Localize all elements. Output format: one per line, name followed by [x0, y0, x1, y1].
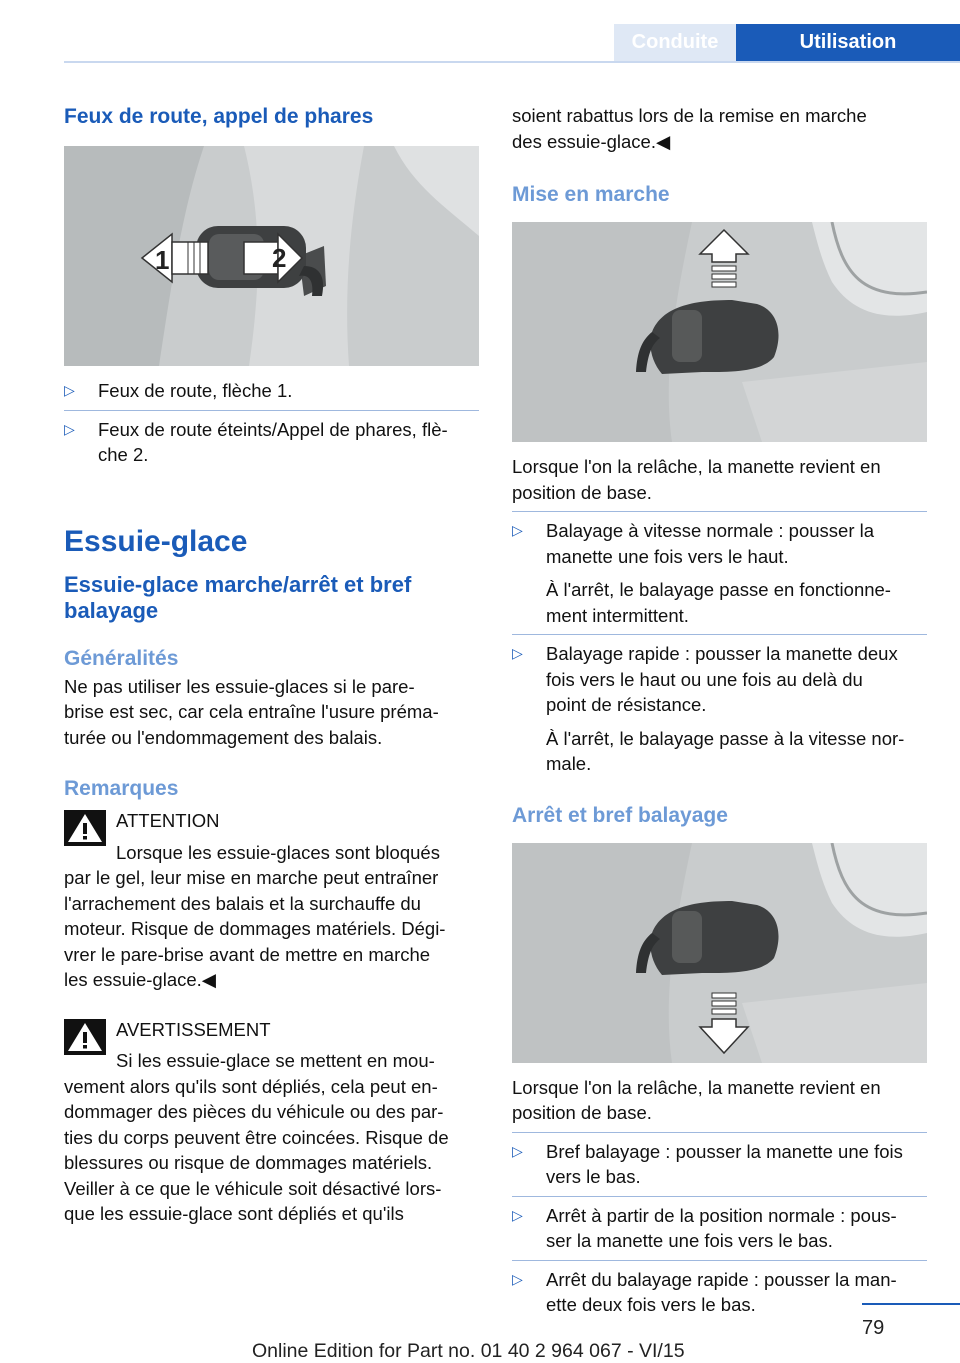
page-number: 79: [862, 1317, 885, 1339]
figure-label-2: 2: [272, 243, 287, 273]
mise-list: [512, 511, 927, 777]
figure-wiper-down: [512, 843, 927, 1063]
list-item: ▷ Arrêt du balayage rapide : pousser la man- ette deux fois vers le bas.: [512, 1260, 927, 1318]
list-item: ▷ Balayage à vitesse normale : pousser la manette une fois vers le haut. À l'arrêt, le balayage passe en fonctionne- ment intermittent.: [512, 511, 927, 628]
bullet-triangle-icon: ▷: [512, 522, 523, 538]
list-item: ▷ Bref balayage : pousser la manette une fois vers le bas.: [512, 1132, 927, 1190]
warning-avertissement: AVERTISSEMENT Si les essuie-glace se mettent en mou- vement alors qu'ils sont dépliés, cela peut en- dommager des pièces du véhicule ou des par- ties du corps peuvent être coincées. Risque de blessures ou risque de dommages matériels. Veiller à ce que le véhicule soit désactivé lors- que les essuie-glace sont dépliés et qu'ils: [64, 1017, 479, 1227]
generalites-title: Généralités: [64, 646, 179, 670]
bullet-triangle-icon: ▷: [512, 645, 523, 661]
warning-attention: ATTENTION Lorsque les essuie-glaces sont bloqués par le gel, leur mise en marche peut entraîner l'arrachement des balais et la surchauffe du moteur. Risque de dommages matériels. Dégi- vrer le pare-brise avant de mettre en marche les essuie-glace.◀: [64, 808, 479, 993]
arret-title: Arrêt et bref balayage: [512, 803, 728, 827]
bullet-triangle-icon: ▷: [512, 1206, 523, 1223]
list-item: ▷ Feux de route, flèche 1.: [64, 378, 479, 404]
header-rule: [64, 61, 960, 63]
footer-edition: Online Edition for Part no. 01 40 2 964 067 - VI/15: [252, 1340, 685, 1362]
right-column: [512, 100, 927, 1318]
feux-list: [64, 378, 479, 468]
list-item: ▷ Feux de route éteints/Appel de phares, flè- che 2.: [64, 410, 479, 468]
warning-triangle-icon: [64, 810, 106, 846]
generalites-text: Ne pas utiliser les essuie-glaces si le pare- brise est sec, car cela entraîne l'usure préma- turée ou l'endommagement des balais.: [64, 675, 439, 748]
avertissement-label: AVERTISSEMENT: [116, 1018, 271, 1040]
mise-en-marche-title: Mise en marche: [512, 183, 670, 206]
avertissement-body: vement alors qu'ils sont dépliés, cela peut en- dommager des pièces du véhicule ou des par- ties du corps peuvent être coincées. Risque de blessures ou risque de dommages matériels. Veiller à ce que le véhicule soit désactivé lors- que les essuie-glace sont dépliés et qu'ils: [64, 1075, 449, 1224]
attention-body: par le gel, leur mise en marche peut entraîner l'arrachement des balais et la surchauffe du moteur. Risque de dommages matériels. Dégi- vrer le pare-brise avant de mettre en marche les essuie-glace.◀: [64, 867, 446, 990]
bullet-triangle-icon: ▷: [512, 1270, 523, 1287]
continued-text: soient rabattus lors de la remise en marche des essuie-glace.◀: [512, 105, 867, 152]
section-title-essuie: Essuie-glace: [64, 524, 248, 558]
tab-conduite[interactable]: Conduite: [614, 24, 736, 61]
bullet-triangle-icon: ▷: [64, 420, 75, 437]
attention-label: ATTENTION: [116, 810, 220, 831]
left-column: [64, 100, 479, 1227]
arret-list: [512, 1132, 927, 1318]
tab-utilisation[interactable]: Utilisation: [736, 24, 960, 61]
section-title-feux: Feux de route, appel de phares: [64, 105, 374, 128]
figure-wiper-up: [512, 222, 927, 442]
figure-label-1: 1: [155, 245, 170, 275]
arret-para: Lorsque l'on la relâche, la manette revient en position de base.: [512, 1076, 881, 1123]
bullet-triangle-icon: ▷: [512, 1142, 523, 1159]
bullet-triangle-icon: ▷: [64, 382, 75, 398]
figure-light-stalk: [64, 146, 479, 366]
remarques-title: Remarques: [64, 777, 179, 800]
section-subtitle-essuie: Essuie-glace marche/arrêt et bref balayage: [64, 571, 412, 623]
list-item: ▷ Balayage rapide : pousser la manette deux fois vers le haut ou une fois au delà du point de résistance. À l'arrêt, le balayage passe à la vitesse nor- male.: [512, 634, 927, 777]
warning-triangle-icon: [64, 1019, 106, 1055]
list-item: ▷ Arrêt à partir de la position normale : pous- ser la manette une fois vers le bas.: [512, 1196, 927, 1254]
mise-para: Lorsque l'on la relâche, la manette revient en position de base.: [512, 456, 881, 503]
footer-rule: [862, 1303, 960, 1305]
